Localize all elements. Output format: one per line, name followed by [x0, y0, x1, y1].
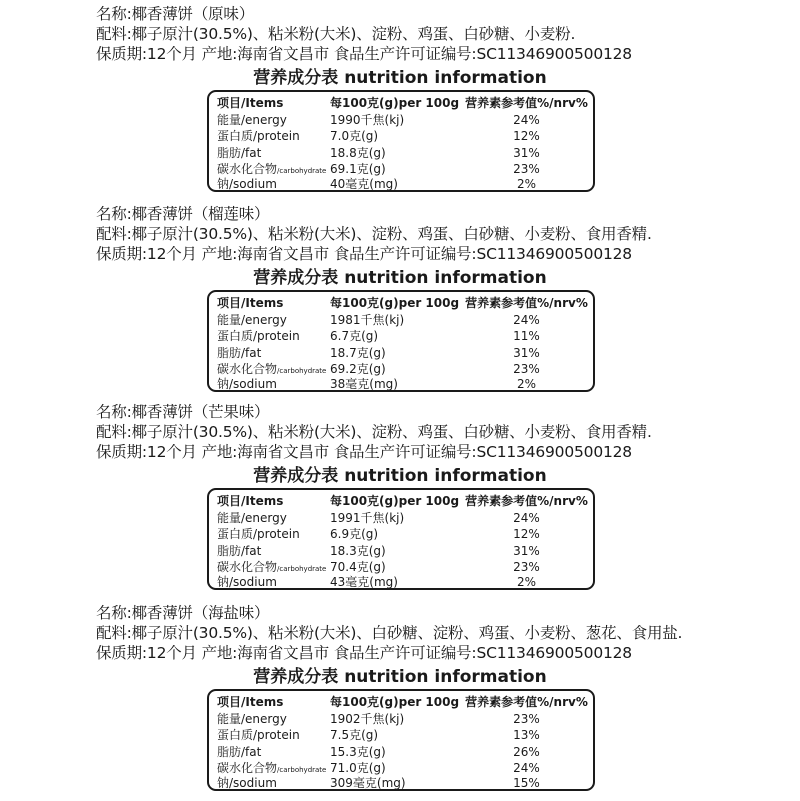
row-value: 69.2克(g)	[330, 362, 386, 376]
table-row	[209, 727, 593, 743]
row-nrv: 31%	[513, 543, 540, 558]
row-item: 能量/energy	[217, 711, 287, 726]
table-row	[209, 760, 593, 776]
nutrition-table	[207, 689, 595, 791]
product-spec: 保质期:12个月 产地:海南省文昌市 食品生产许可证编号:SC11346900500128	[96, 45, 632, 63]
row-item: 脂肪/fat	[217, 145, 262, 160]
product-ingredients: 配料:椰子原汁(30.5%)、粘米粉(大米)、淀粉、鸡蛋、白砂糖、小麦粉、食用香精.	[96, 225, 652, 243]
header-per100g: 每100克(g)per 100g	[330, 96, 460, 110]
row-item: 钠/sodium	[217, 177, 277, 191]
row-nrv: 31%	[513, 345, 540, 360]
product-spec: 保质期:12个月 产地:海南省文昌市 食品生产许可证编号:SC11346900500128	[96, 245, 632, 263]
table-header-row	[209, 95, 593, 111]
row-item: 钠/sodium	[217, 377, 277, 391]
row-nrv: 23%	[513, 560, 540, 574]
product-section-sea-salt	[0, 603, 800, 801]
nutrition-table	[207, 90, 595, 192]
row-nrv: 23%	[513, 362, 540, 376]
row-value: 70.4克(g)	[330, 560, 386, 574]
nutrition-title: 营养成分表 nutrition information	[253, 268, 547, 288]
table-header-row	[209, 295, 593, 311]
row-nrv: 15%	[513, 776, 540, 790]
header-nrv: 营养素参考值%/nrv%	[465, 695, 588, 709]
row-value: 18.3克(g)	[330, 543, 386, 558]
table-row	[209, 574, 593, 590]
row-item: 脂肪/fat	[217, 543, 262, 558]
table-row	[209, 376, 593, 392]
row-item-small: /carbohydrate	[277, 766, 327, 774]
header-per100g: 每100克(g)per 100g	[330, 494, 460, 508]
row-value: 6.9克(g)	[330, 527, 379, 541]
row-item-main: 碳水化合物	[217, 362, 278, 376]
row-item: 蛋白质/protein	[217, 129, 300, 143]
table-row	[209, 161, 593, 177]
table-row	[209, 312, 593, 328]
table-row	[209, 744, 593, 760]
product-name: 名称:椰香薄饼（芒果味）	[96, 403, 270, 421]
product-section-durian	[0, 204, 800, 402]
nutrition-table	[207, 290, 595, 392]
product-name: 名称:椰香薄饼（海盐味）	[96, 604, 270, 622]
table-row	[209, 345, 593, 361]
row-value: 18.8克(g)	[330, 145, 386, 160]
header-nrv: 营养素参考值%/nrv%	[465, 494, 588, 508]
nutrition-title: 营养成分表 nutrition information	[253, 667, 547, 687]
row-item: 蛋白质/protein	[217, 728, 300, 742]
header-nrv: 营养素参考值%/nrv%	[465, 96, 588, 110]
row-item: 能量/energy	[217, 510, 287, 525]
nutrition-table	[207, 488, 595, 590]
row-value: 7.5克(g)	[330, 728, 379, 742]
product-section-mango	[0, 402, 800, 600]
row-item: 能量/energy	[217, 112, 287, 127]
product-ingredients: 配料:椰子原汁(30.5%)、粘米粉(大米)、淀粉、鸡蛋、白砂糖、小麦粉、食用香精.	[96, 423, 652, 441]
row-value: 18.7克(g)	[330, 345, 386, 360]
row-item-small: /carbohydrate	[277, 367, 327, 375]
row-nrv: 12%	[513, 129, 540, 143]
row-value: 1991千焦(kj)	[330, 510, 405, 525]
row-item: 能量/energy	[217, 312, 287, 327]
product-ingredients: 配料:椰子原汁(30.5%)、粘米粉(大米)、淀粉、鸡蛋、白砂糖、小麦粉.	[96, 25, 576, 43]
row-nrv: 26%	[513, 744, 540, 759]
row-nrv: 24%	[513, 761, 540, 775]
row-nrv: 13%	[513, 728, 540, 742]
row-item-small: /carbohydrate	[277, 565, 327, 573]
row-nrv: 11%	[513, 329, 540, 343]
table-row	[209, 526, 593, 542]
product-spec: 保质期:12个月 产地:海南省文昌市 食品生产许可证编号:SC11346900500128	[96, 443, 632, 461]
header-nrv: 营养素参考值%/nrv%	[465, 296, 588, 310]
row-nrv: 24%	[513, 510, 540, 525]
row-item: 钠/sodium	[217, 776, 277, 790]
product-section-original	[0, 4, 800, 202]
table-row	[209, 543, 593, 559]
row-nrv: 24%	[513, 312, 540, 327]
table-header-row	[209, 493, 593, 509]
product-name: 名称:椰香薄饼（原味）	[96, 5, 255, 23]
row-nrv: 23%	[513, 162, 540, 176]
row-item: 脂肪/fat	[217, 744, 262, 759]
row-item-main: 碳水化合物	[217, 560, 278, 574]
header-per100g: 每100克(g)per 100g	[330, 695, 460, 709]
row-nrv: 23%	[513, 711, 540, 726]
table-row	[209, 176, 593, 192]
table-row	[209, 775, 593, 791]
row-nrv: 31%	[513, 145, 540, 160]
row-nrv: 2%	[516, 575, 537, 589]
row-item-small: /carbohydrate	[277, 167, 327, 175]
table-row	[209, 128, 593, 144]
row-nrv: 2%	[516, 377, 537, 391]
header-items: 项目/Items	[217, 296, 284, 310]
nutrition-title: 营养成分表 nutrition information	[253, 68, 547, 88]
row-item: 脂肪/fat	[217, 345, 262, 360]
header-per100g: 每100克(g)per 100g	[330, 296, 460, 310]
row-value: 1981千焦(kj)	[330, 312, 405, 327]
row-item-main: 碳水化合物	[217, 162, 278, 176]
table-row	[209, 510, 593, 526]
row-value: 69.1克(g)	[330, 162, 386, 176]
row-value: 15.3克(g)	[330, 744, 386, 759]
nutrition-title: 营养成分表 nutrition information	[253, 466, 547, 486]
table-row	[209, 559, 593, 575]
product-name: 名称:椰香薄饼（榴莲味）	[96, 205, 270, 223]
header-items: 项目/Items	[217, 494, 284, 508]
product-ingredients: 配料:椰子原汁(30.5%)、粘米粉(大米)、白砂糖、淀粉、鸡蛋、小麦粉、葱花、食用盐.	[96, 624, 683, 642]
row-value: 38毫克(mg)	[330, 377, 398, 391]
row-value: 7.0克(g)	[330, 129, 379, 143]
row-value: 40毫克(mg)	[330, 177, 398, 191]
row-item: 蛋白质/protein	[217, 527, 300, 541]
row-value: 6.7克(g)	[330, 329, 379, 343]
row-value: 309毫克(mg)	[330, 776, 406, 790]
row-item: 蛋白质/protein	[217, 329, 300, 343]
table-row	[209, 328, 593, 344]
row-value: 1902千焦(kj)	[330, 711, 405, 726]
table-row	[209, 112, 593, 128]
row-item: 钠/sodium	[217, 575, 277, 589]
header-items: 项目/Items	[217, 695, 284, 709]
row-value: 1990千焦(kj)	[330, 112, 405, 127]
header-items: 项目/Items	[217, 96, 284, 110]
row-nrv: 24%	[513, 112, 540, 127]
table-row	[209, 361, 593, 377]
row-item-main: 碳水化合物	[217, 761, 278, 775]
table-header-row	[209, 694, 593, 710]
row-nrv: 2%	[516, 177, 537, 191]
table-row	[209, 711, 593, 727]
row-value: 71.0克(g)	[330, 761, 386, 775]
row-nrv: 12%	[513, 527, 540, 541]
product-spec: 保质期:12个月 产地:海南省文昌市 食品生产许可证编号:SC11346900500128	[96, 644, 632, 662]
table-row	[209, 145, 593, 161]
row-value: 43毫克(mg)	[330, 575, 398, 589]
